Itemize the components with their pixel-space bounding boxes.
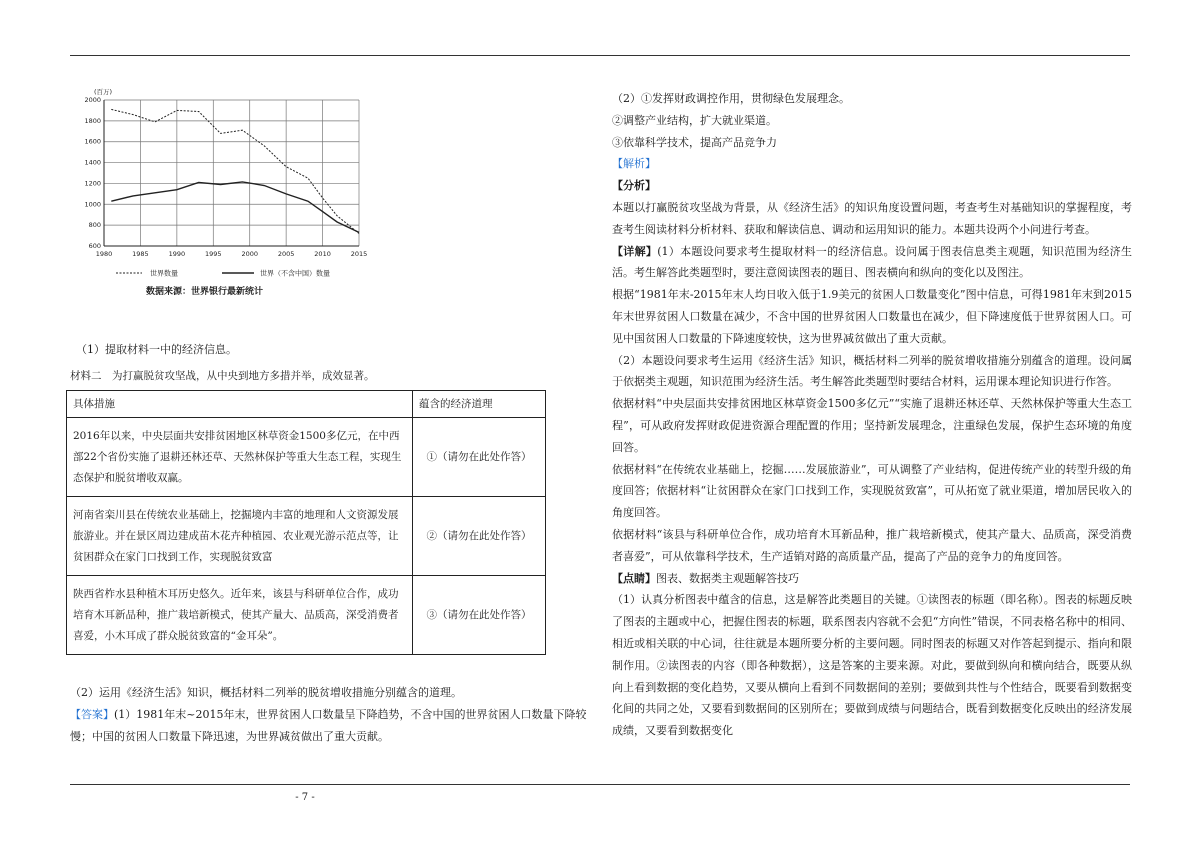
xiangjie-text: (1）本题设问要求考生提取材料一的经济信息。设问属于图表信息类主观题，知识范围为经济生活。考生解答此类题型时，要注意阅读图表的题目、图表横向和纵向的变化以及图注。 [612, 244, 1132, 280]
basis-3: 依据材料“该县与科研单位合作，成功培育木耳新品种，推广栽培新模式，使其产量大、品质高，深受消费者喜爱”，可从依靠科学技术，生产适销对路的高质量产品，提高了产品的竞争力的角度回答。 [612, 527, 1132, 563]
chart-y-tick: 800 [88, 221, 101, 230]
poverty-chart [74, 88, 374, 308]
q2-explanation: （2）本题设问要求考生运用《经济生活》知识，概括材料二列举的脱贫增收措施分别蕴含的道理。设问属于依据类主观题，知识范围为经济生活。考生解答此类题型时要结合材料，运用课本理论知识进行作答。 [612, 353, 1132, 389]
left-bottom [70, 682, 595, 748]
question-1: （1）提取材料一中的经济信息。 [76, 343, 237, 356]
measure-cell: 河南省栾川县在传统农业基础上，挖掘境内丰富的地理和人文资源发展旅游业。并在景区周边建成苗木花卉种植园、农业观光游示范点等，让贫困群众在家门口找到工作，实现脱贫致富 [67, 497, 413, 576]
legend-label-1: 世界数量 [150, 269, 178, 278]
chart-explanation: 根据“1981年末-2015年末人均日收入低于1.9美元的贫困人口数量变化”图中信息，可得1981年末到2015年末世界贫困人口数量在减少，不含中国的世界贫困人口数量也在减少，但下降速度低于世界贫困人口。可见中国贫困人口数量的下降速度较快，这为世界减贫做出了重大贡献。 [612, 288, 1132, 345]
question-2: （2）运用《经济生活》知识，概括材料二列举的脱贫增收措施分别蕴含的道理。 [70, 686, 462, 699]
answer-paragraph [70, 704, 595, 748]
material-2: 材料二 为打赢脱贫攻坚战，从中央到地方多措并举，成效显著。 [70, 370, 375, 382]
basis-1: 依据材料“中央层面共安排贫困地区林草资金1500多亿元”“实施了退耕还林还草、天然林保护等重大生态工程”，可从政府发挥财政促进资源合理配置的作用；坚持新发展理念，注重绿色发展，保护生态环境的角度回答。 [612, 397, 1132, 454]
answer-cell: ③（请勿在此处作答） [413, 576, 546, 655]
chart-x-tick: 1995 [205, 250, 222, 258]
chart-y-tick: 1000 [84, 200, 101, 209]
chart-y-tick: 600 [88, 242, 101, 250]
chart-x-tick: 1980 [95, 250, 113, 258]
right-column [612, 88, 1132, 742]
chart-x-tick: 2010 [314, 250, 331, 258]
page-number: - 7 - [295, 792, 315, 803]
chart-x-tick: 1990 [168, 250, 186, 258]
chart-source: 数据来源：世界银行最新统计 [146, 287, 264, 297]
chart-series-line-1 [111, 109, 359, 233]
basis-2: 依据材料“在传统农业基础上，挖掘……发展旅游业”，可从调整了产业结构，促进传统产业的转型升级的角度回答；依据材料“让贫困群众在家门口找到工作，实现脱贫致富”，可从拓宽了就业渠道，增加居民收入的角度回答。 [612, 462, 1132, 520]
chart-x-tick: 2000 [241, 250, 258, 258]
chart-x-tick: 1985 [132, 250, 149, 258]
chart-unit-label: (百万) [94, 88, 113, 96]
measures-table [66, 390, 546, 655]
chart-svg [74, 88, 374, 308]
answer-2-line-2: ②调整产业结构，扩大就业渠道。 [612, 113, 777, 127]
table-header-principle: 蕴含的经济道理 [413, 391, 546, 418]
table-row [67, 576, 546, 655]
chart-y-tick: 2000 [84, 96, 101, 104]
xiangjie-paragraph [612, 241, 1132, 285]
legend-label-2: 世界（不含中国）数量 [260, 269, 330, 278]
answer-text: (1）1981年末~2015年末，世界贫困人口数量呈下降趋势，不含中国的世界贫困人口数量下降较慢；中国的贫困人口数量下降迅速，为世界减贫做出了重大贡献。 [70, 708, 587, 743]
header-rule [70, 55, 1130, 56]
chart-y-tick: 1400 [84, 158, 101, 167]
table-row [67, 418, 546, 497]
chart-x-tick: 2005 [277, 250, 295, 258]
chart-y-tick: 1600 [84, 137, 101, 146]
answer-cell: ②（请勿在此处作答） [413, 497, 546, 576]
analysis-tag: 【解析】 [612, 157, 656, 171]
table-row [67, 497, 546, 576]
xiangjie-label: 【详解】 [612, 244, 658, 258]
table-header-row [67, 391, 546, 418]
left-column [70, 340, 590, 386]
dianjing-label: 【点睛】 [612, 571, 656, 585]
table-header-measure: 具体措施 [67, 391, 413, 418]
measure-cell: 陕西省柞水县种植木耳历史悠久。近年来，该县与科研单位合作，成功培育木耳新品种，推广栽培新模式，使其产量大、品质高，深受消费者喜爱，小木耳成了群众脱贫致富的“金耳朵”。 [67, 576, 413, 655]
dianjing-text: 图表、数据类主观题解答技巧 [656, 571, 799, 585]
measure-cell: 2016年以来，中央层面共安排贫困地区林草资金1500多亿元，在中西部22个省份实施了退耕还林还草、天然林保护等重大生态工程，实现生态保护和脱贫增收双赢。 [67, 418, 413, 497]
dianjing-paragraph [612, 568, 1132, 590]
chart-y-tick: 1800 [84, 116, 101, 125]
answer-tag: 【答案】 [70, 708, 114, 721]
answer-cell: ①（请勿在此处作答） [413, 418, 546, 497]
fenxi-label: 【分析】 [612, 179, 656, 193]
answer-2-line-1: （2）①发挥财政调控作用，贯彻绿色发展理念。 [612, 92, 850, 105]
tip-paragraph: （1）认真分析图表中蕴含的信息，这是解答此类题目的关键。①读图表的标题（即名称）。图表的标题反映了图表的主题或中心，把握住图表的标题，联系图表内容就不会犯“方向性”错误，不同表格名称中的相同、相近或相关联的中心词，往往就是本题所要分析的主要问题。同时图表的标题又对作答起到提示、指向和限制作用。②读图表的内容（即各种数据），这是答案的主要来源。对此，要做到纵向和横向结合，既要从纵向上看到数据的变化趋势，又要从横向上看到不同数据间的差别；要做到共性与个性结合，既要看到数据变化间的共同之处，又要看到数据间的区别所在；要做到成绩与问题结合，既看到数据变化反映出的经济发展成绩，又要看到数据变化 [612, 593, 1132, 738]
chart-y-tick: 1200 [84, 179, 101, 188]
answer-2-line-3: ③依靠科学技术，提高产品竞争力 [612, 135, 777, 149]
fenxi-text: 本题以打赢脱贫攻坚战为背景，从《经济生活》的知识角度设置问题，考查考生对基础知识的掌握程度，考查考生阅读材料分析材料、获取和解读信息、调动和运用知识的能力。本题共设两个小问进行考查。 [612, 200, 1132, 236]
chart-x-tick: 2015 [350, 250, 368, 258]
footer-rule [70, 784, 1130, 785]
